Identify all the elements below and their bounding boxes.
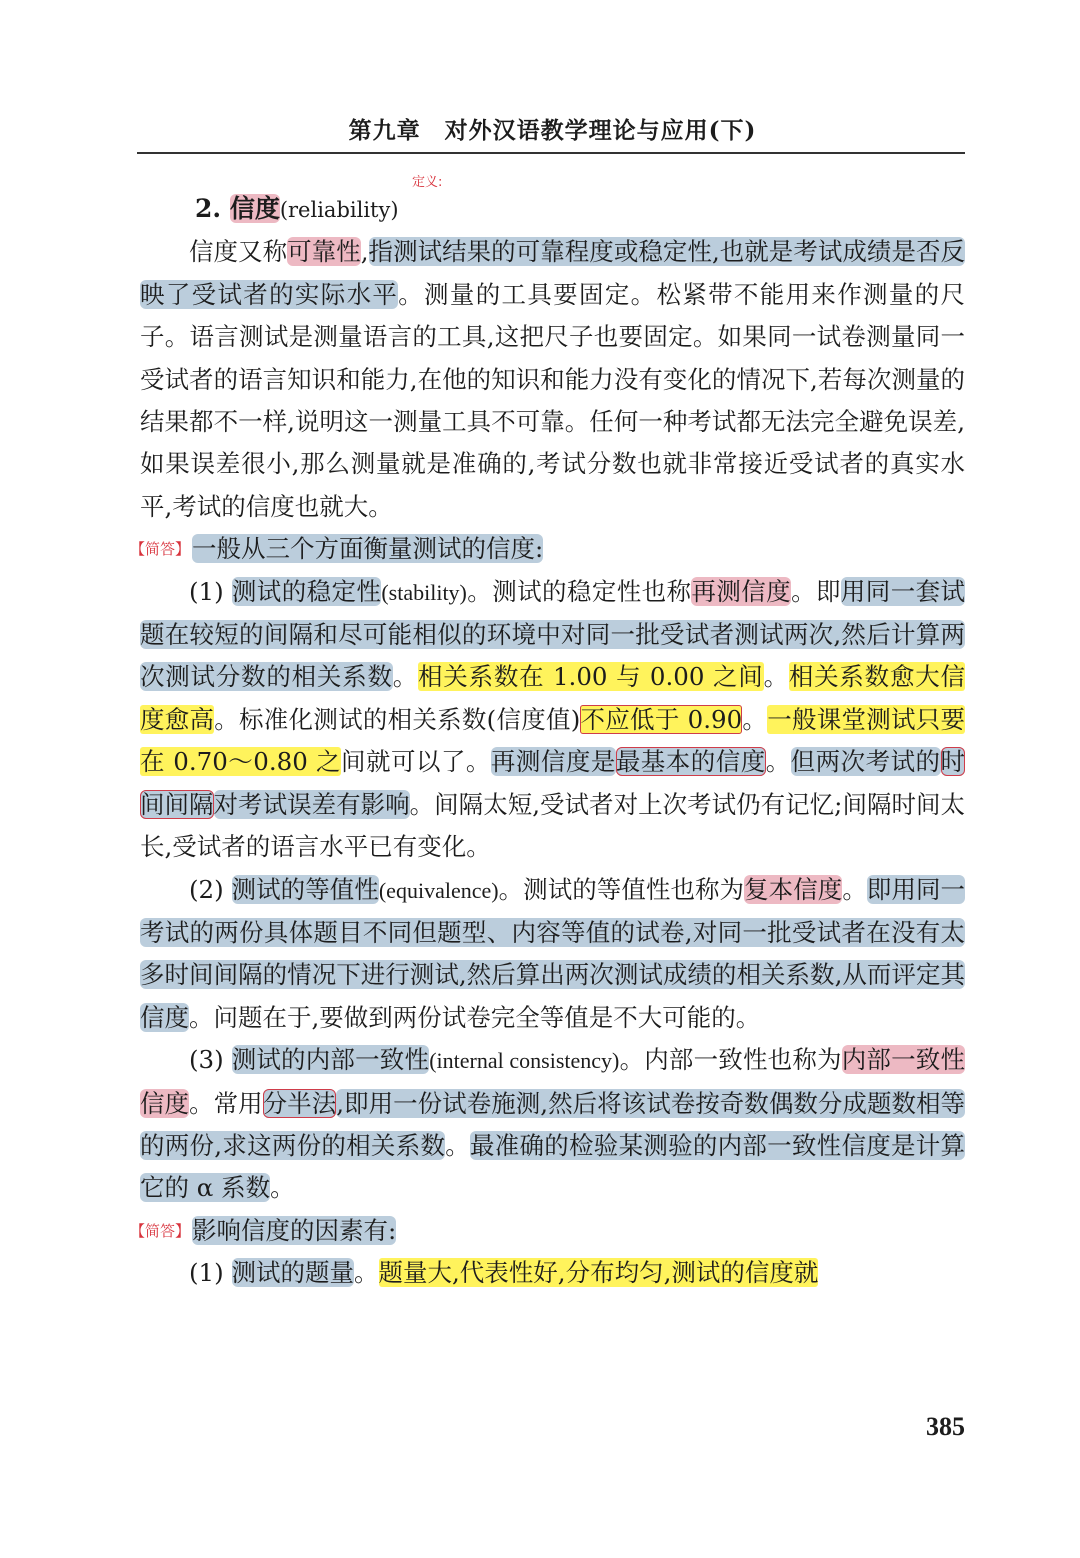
section-title-cn: 信度: [229, 194, 280, 223]
text-run: (1): [189, 1258, 232, 1288]
highlight-coefficient-rule: 相关系数愈大信度愈高: [140, 662, 966, 734]
definition-annotation: 定义:: [412, 175, 443, 190]
highlight-interval: 但两次考试的: [790, 747, 941, 777]
text-run: 。测试的稳定性也称: [466, 576, 692, 606]
highlight-parallel-forms: 复本信度: [744, 874, 843, 904]
highlight-reliability-term: 可靠性: [287, 237, 361, 267]
page-body: [130, 175, 966, 1295]
text-run: (2): [189, 874, 232, 904]
text-run: 。测试的等值性也称为: [498, 874, 745, 904]
highlight-equivalence: 测试的等值性: [231, 874, 379, 904]
short-answer-tag: 【简答】: [130, 1221, 191, 1240]
paragraph-test-length: [140, 1252, 965, 1294]
text-run: 。: [742, 704, 768, 734]
paragraph-equivalence: [140, 869, 965, 1040]
highlight-coefficient-range: 相关系数在 1.00 与 0.00 之间: [418, 662, 764, 692]
boxed-split-half: 分半法: [262, 1088, 337, 1118]
latin-term: (stability): [381, 579, 467, 605]
highlight-consistency: 测试的内部一致性: [231, 1045, 430, 1075]
text-run: 信度又称: [189, 237, 288, 267]
boxed-time-interval: 时间间隔: [140, 747, 966, 819]
text-run: 。标准化测试的相关系数: [214, 704, 487, 734]
text-run: 。: [763, 662, 789, 692]
paragraph-definition: [140, 231, 965, 528]
paragraph-consistency: [140, 1039, 965, 1210]
highlight-internal-reliability: 内部一致性信度: [140, 1045, 965, 1118]
text-run: 。: [842, 874, 867, 904]
text-run: ,: [360, 237, 369, 267]
section-heading: [140, 175, 965, 231]
text-run: 。常用: [189, 1088, 263, 1118]
highlight-retest: 再测信度: [691, 576, 792, 606]
text-run: 间就可以了。: [341, 747, 491, 777]
highlight-classroom-range: 一般课堂测试只要在 0.70～0.80 之: [140, 704, 966, 777]
text-run: 。: [392, 662, 419, 692]
highlight-factors-intro: 影响信度的因素有:: [192, 1215, 397, 1245]
text-run: 。间隔太短,受试者对上次考试仍有记忆;间隔时间太长,受试者的语言水平已有变化。: [140, 789, 966, 862]
highlight-stability: 测试的稳定性: [231, 576, 382, 606]
highlight-retest-basic: 再测信度是: [490, 747, 616, 777]
page-number: 385: [926, 1412, 965, 1441]
text-run: 。问题在于,要做到两份试卷完全等值是不大可能的。: [189, 1002, 761, 1032]
text-run: 。: [445, 1130, 470, 1160]
text-run: 。: [765, 747, 791, 777]
highlight-split-half-method: ,即用一份试卷施测,然后将该试卷按奇数偶数分成题数相等的两份,求这两份的相关系数: [140, 1088, 966, 1160]
section-number: 2.: [195, 194, 230, 223]
highlight-interval-effect: 对考试误差有影响: [213, 789, 410, 819]
highlight-measures-intro: 一般从三个方面衡量测试的信度:: [192, 534, 544, 564]
highlight-alpha: 最准确的检验某测验的内部一致性信度是计算它的 α 系数: [140, 1130, 965, 1203]
text-run: 。内部一致性也称为: [619, 1045, 842, 1075]
text-run: 。: [354, 1258, 379, 1288]
latin-term: (internal consistency): [429, 1048, 620, 1074]
boxed-most-basic: 最基本的信度: [615, 747, 766, 777]
header-rule: [137, 152, 965, 154]
highlight-test-length: 测试的题量: [231, 1258, 354, 1288]
section-title-en: (reliability): [279, 198, 399, 222]
highlight-test-length-rule: 题量大,代表性好,分布均匀,测试的信度就: [378, 1258, 819, 1288]
paragraph-stability: [140, 571, 965, 869]
text-run: 。: [270, 1173, 295, 1203]
text-run: (1): [189, 576, 232, 606]
text-run: (信度值): [486, 704, 581, 734]
highlight-retest-method: 用同一套试题在较短的间隔和尽可能相似的环境中对同一批受试者测试两次,然后计算两次测试分数的相关系数: [140, 576, 966, 692]
paragraph-measures-intro: [130, 528, 965, 570]
paragraph-factors-intro: [130, 1210, 965, 1252]
text-run: 。测量的工具要固定。松紧带不能用来作测量的尺子。语言测试是测量语言的工具,这把尺子也要固定。如果同一试卷测量同一受试者的语言知识和能力,在他的知识和能力没有变化的情况下,若每次测量的结果都不一样,说明这一测量工具不可靠。任何一种考试都无法完全避免误差,如果误差很小,那么测量就是准确的,考试分数也就非常接近受试者的真实水平,考试的信度也就大。: [140, 279, 966, 521]
text-run: 。即: [791, 576, 841, 606]
latin-term: (equivalence): [378, 877, 499, 903]
highlight-equivalence-method: 即用同一考试的两份具体题目不同但题型、内容等值的试卷,对同一批受试者在没有太多时间间隔的情况下进行测试,然后算出两次测试成绩的相关系数,从而评定其信度: [140, 874, 966, 1032]
boxed-min-value: 不应低于 0.90: [580, 704, 743, 734]
highlight-definition: 指测试结果的可靠程度或稳定性,也就是考试成绩是否反映了受试者的实际水平: [140, 237, 966, 309]
text-run: (3): [189, 1045, 232, 1075]
running-head: 第九章 对外汉语教学理论与应用(下): [348, 117, 757, 144]
short-answer-tag: 【简答】: [130, 540, 191, 559]
